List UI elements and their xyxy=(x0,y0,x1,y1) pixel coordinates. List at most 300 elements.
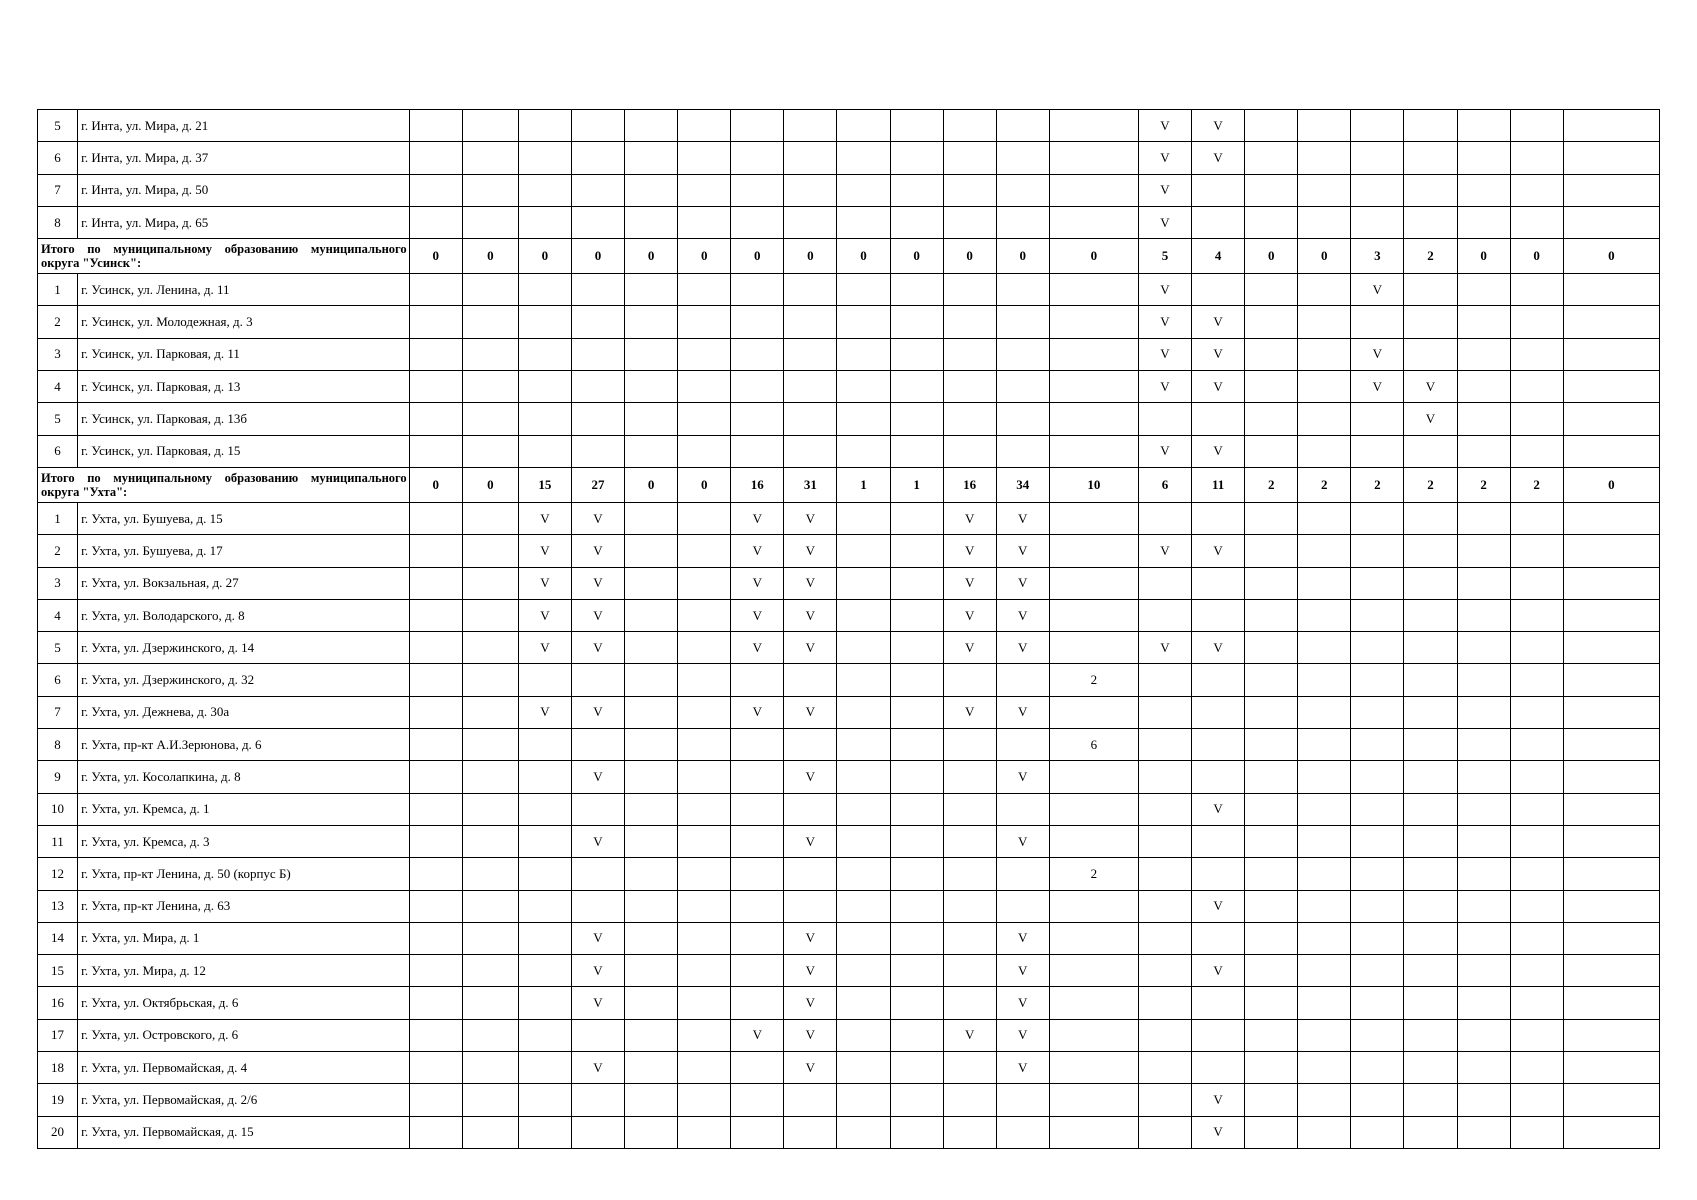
total-cell: 1 xyxy=(890,467,943,502)
mark-cell xyxy=(837,567,890,599)
total-cell: 0 xyxy=(678,239,731,274)
table-row xyxy=(38,174,1660,206)
mark-cell: V xyxy=(784,955,837,987)
mark-cell xyxy=(890,535,943,567)
table-row xyxy=(38,632,1660,664)
table-row xyxy=(38,793,1660,825)
mark-cell xyxy=(837,825,890,857)
mark-cell xyxy=(625,435,678,467)
mark-cell xyxy=(1245,858,1298,890)
mark-cell xyxy=(678,858,731,890)
mark-cell xyxy=(1192,174,1245,206)
mark-cell xyxy=(518,1052,571,1084)
mark-cell xyxy=(1298,890,1351,922)
mark-cell xyxy=(1245,110,1298,142)
mark-cell xyxy=(1510,858,1563,890)
mark-cell xyxy=(462,435,518,467)
mark-cell xyxy=(1351,567,1404,599)
mark-cell xyxy=(1298,825,1351,857)
mark-cell xyxy=(1245,987,1298,1019)
mark-cell xyxy=(784,206,837,238)
mark-cell xyxy=(409,403,462,435)
mark-cell: V xyxy=(1192,535,1245,567)
mark-cell xyxy=(784,664,837,696)
mark-cell xyxy=(409,535,462,567)
mark-cell xyxy=(1563,1019,1659,1051)
mark-cell xyxy=(890,890,943,922)
mark-cell: V xyxy=(996,761,1049,793)
mark-cell xyxy=(1192,1052,1245,1084)
mark-cell xyxy=(571,858,624,890)
table-row xyxy=(38,371,1660,403)
mark-cell: V xyxy=(996,1052,1049,1084)
mark-cell xyxy=(462,793,518,825)
mark-cell xyxy=(837,729,890,761)
mark-cell xyxy=(678,110,731,142)
mark-cell xyxy=(731,1084,784,1116)
mark-cell xyxy=(409,761,462,793)
mark-cell xyxy=(1457,922,1510,954)
mark-cell xyxy=(571,110,624,142)
mark-cell xyxy=(996,858,1049,890)
row-number: 17 xyxy=(38,1019,78,1051)
mark-cell xyxy=(996,142,1049,174)
mark-cell xyxy=(462,599,518,631)
mark-cell xyxy=(1457,371,1510,403)
mark-cell xyxy=(1298,664,1351,696)
mark-cell xyxy=(1404,761,1457,793)
table-row xyxy=(38,110,1660,142)
mark-cell: V xyxy=(731,567,784,599)
mark-cell xyxy=(1457,110,1510,142)
mark-cell xyxy=(462,1084,518,1116)
row-number: 9 xyxy=(38,761,78,793)
mark-cell xyxy=(943,142,996,174)
mark-cell xyxy=(1049,142,1138,174)
mark-cell xyxy=(462,955,518,987)
mark-cell xyxy=(1245,535,1298,567)
mark-cell: V xyxy=(1192,110,1245,142)
mark-cell xyxy=(625,274,678,306)
mark-cell xyxy=(1404,599,1457,631)
mark-cell: V xyxy=(571,1052,624,1084)
mark-cell xyxy=(678,696,731,728)
mark-cell xyxy=(1351,1019,1404,1051)
mark-cell xyxy=(784,890,837,922)
mark-cell xyxy=(1245,403,1298,435)
mark-cell xyxy=(1138,858,1191,890)
total-cell: 0 xyxy=(1245,239,1298,274)
total-cell: 0 xyxy=(731,239,784,274)
mark-cell xyxy=(1138,922,1191,954)
mark-cell xyxy=(1510,1019,1563,1051)
mark-cell xyxy=(409,632,462,664)
mark-cell xyxy=(678,729,731,761)
mark-cell xyxy=(1192,664,1245,696)
mark-cell xyxy=(409,174,462,206)
mark-cell xyxy=(1563,403,1659,435)
mark-cell xyxy=(837,1084,890,1116)
mark-cell xyxy=(1245,1052,1298,1084)
mark-cell xyxy=(678,1052,731,1084)
address-cell: г. Ухта, ул. Дзержинского, д. 32 xyxy=(78,664,410,696)
table-row xyxy=(38,403,1660,435)
mark-cell: V xyxy=(784,567,837,599)
mark-cell xyxy=(731,338,784,370)
mark-cell xyxy=(1298,1116,1351,1148)
row-number: 6 xyxy=(38,664,78,696)
mark-cell xyxy=(943,890,996,922)
mark-cell xyxy=(518,729,571,761)
mark-cell xyxy=(1298,535,1351,567)
mark-cell xyxy=(571,338,624,370)
mark-cell xyxy=(409,371,462,403)
mark-cell xyxy=(996,206,1049,238)
mark-cell xyxy=(518,403,571,435)
mark-cell xyxy=(1245,825,1298,857)
mark-cell xyxy=(625,174,678,206)
mark-cell: V xyxy=(996,1019,1049,1051)
mark-cell xyxy=(409,729,462,761)
mark-cell xyxy=(625,567,678,599)
mark-cell xyxy=(409,922,462,954)
mark-cell xyxy=(678,142,731,174)
mark-cell xyxy=(731,955,784,987)
mark-cell xyxy=(1510,274,1563,306)
mark-cell xyxy=(625,142,678,174)
table-row xyxy=(38,1019,1660,1051)
mark-cell xyxy=(462,338,518,370)
mark-cell xyxy=(409,435,462,467)
mark-cell xyxy=(837,206,890,238)
total-cell: 31 xyxy=(784,467,837,502)
mark-cell xyxy=(571,1084,624,1116)
mark-cell xyxy=(1192,274,1245,306)
mark-cell xyxy=(1563,761,1659,793)
mark-cell xyxy=(1138,761,1191,793)
mark-cell xyxy=(1404,729,1457,761)
mark-cell xyxy=(943,955,996,987)
total-cell: 0 xyxy=(462,239,518,274)
mark-cell xyxy=(409,1019,462,1051)
mark-cell xyxy=(625,110,678,142)
mark-cell xyxy=(1404,1084,1457,1116)
mark-cell: V xyxy=(518,567,571,599)
mark-cell xyxy=(518,955,571,987)
mark-cell: V xyxy=(731,502,784,534)
mark-cell xyxy=(1245,599,1298,631)
mark-cell xyxy=(1351,858,1404,890)
mark-cell xyxy=(890,403,943,435)
mark-cell xyxy=(784,306,837,338)
mark-cell xyxy=(784,1084,837,1116)
mark-cell xyxy=(996,890,1049,922)
address-cell: г. Инта, ул. Мира, д. 37 xyxy=(78,142,410,174)
mark-cell xyxy=(1138,599,1191,631)
mark-cell xyxy=(731,890,784,922)
mark-cell xyxy=(518,110,571,142)
row-number: 7 xyxy=(38,696,78,728)
mark-cell: V xyxy=(571,502,624,534)
mark-cell xyxy=(1245,793,1298,825)
mark-cell xyxy=(837,274,890,306)
mark-cell: V xyxy=(1404,371,1457,403)
mark-cell xyxy=(1457,338,1510,370)
mark-cell xyxy=(678,403,731,435)
address-cell: г. Инта, ул. Мира, д. 65 xyxy=(78,206,410,238)
mark-cell xyxy=(625,403,678,435)
mark-cell: V xyxy=(731,535,784,567)
mark-cell: V xyxy=(571,567,624,599)
mark-cell xyxy=(1192,825,1245,857)
row-number: 10 xyxy=(38,793,78,825)
mark-cell xyxy=(1457,502,1510,534)
mark-cell xyxy=(462,403,518,435)
mark-cell xyxy=(996,1084,1049,1116)
mark-cell xyxy=(571,1019,624,1051)
mark-cell xyxy=(1457,825,1510,857)
mark-cell xyxy=(996,338,1049,370)
mark-cell xyxy=(625,729,678,761)
mark-cell xyxy=(1049,502,1138,534)
mark-cell xyxy=(1563,142,1659,174)
mark-cell xyxy=(731,110,784,142)
mark-cell xyxy=(1298,274,1351,306)
mark-cell: V xyxy=(1138,110,1191,142)
mark-cell xyxy=(1510,403,1563,435)
mark-cell xyxy=(1298,729,1351,761)
mark-cell xyxy=(1457,306,1510,338)
mark-cell xyxy=(784,142,837,174)
mark-cell xyxy=(625,1084,678,1116)
mark-cell xyxy=(837,338,890,370)
row-number: 11 xyxy=(38,825,78,857)
mark-cell xyxy=(731,793,784,825)
mark-cell xyxy=(731,371,784,403)
mark-cell xyxy=(1510,890,1563,922)
mark-cell xyxy=(731,1116,784,1148)
address-cell: г. Усинск, ул. Ленина, д. 11 xyxy=(78,274,410,306)
mark-cell xyxy=(1510,567,1563,599)
mark-cell xyxy=(1049,371,1138,403)
total-row xyxy=(38,467,1660,502)
mark-cell xyxy=(462,567,518,599)
mark-cell xyxy=(462,142,518,174)
mark-cell xyxy=(1510,696,1563,728)
mark-cell xyxy=(571,403,624,435)
address-cell: г. Ухта, ул. Вокзальная, д. 27 xyxy=(78,567,410,599)
mark-cell xyxy=(625,1116,678,1148)
mark-cell xyxy=(462,274,518,306)
mark-cell xyxy=(1298,858,1351,890)
mark-cell xyxy=(784,274,837,306)
mark-cell xyxy=(837,955,890,987)
mark-cell xyxy=(1245,174,1298,206)
mark-cell xyxy=(1563,825,1659,857)
mark-cell xyxy=(784,174,837,206)
mark-cell: V xyxy=(571,955,624,987)
mark-cell xyxy=(1245,696,1298,728)
mark-cell xyxy=(1298,110,1351,142)
mark-cell xyxy=(409,890,462,922)
mark-cell xyxy=(1049,110,1138,142)
mark-cell xyxy=(1457,435,1510,467)
mark-cell xyxy=(1049,632,1138,664)
total-cell: 2 xyxy=(1457,467,1510,502)
mark-cell xyxy=(571,890,624,922)
mark-cell xyxy=(731,1052,784,1084)
mark-cell xyxy=(1245,502,1298,534)
mark-cell xyxy=(1563,987,1659,1019)
mark-cell xyxy=(731,761,784,793)
mark-cell xyxy=(1404,632,1457,664)
table-row xyxy=(38,502,1660,534)
mark-cell xyxy=(943,338,996,370)
mark-cell xyxy=(1563,1116,1659,1148)
mark-cell: 2 xyxy=(1049,858,1138,890)
mark-cell xyxy=(462,306,518,338)
mark-cell: 2 xyxy=(1049,664,1138,696)
mark-cell xyxy=(890,110,943,142)
mark-cell xyxy=(1510,955,1563,987)
mark-cell xyxy=(1404,274,1457,306)
mark-cell xyxy=(1351,206,1404,238)
mark-cell xyxy=(409,793,462,825)
table-row xyxy=(38,664,1660,696)
mark-cell xyxy=(1245,632,1298,664)
mark-cell xyxy=(890,729,943,761)
mark-cell xyxy=(837,793,890,825)
mark-cell: V xyxy=(731,632,784,664)
mark-cell xyxy=(678,632,731,664)
mark-cell: V xyxy=(943,567,996,599)
mark-cell xyxy=(625,306,678,338)
row-number: 13 xyxy=(38,890,78,922)
row-number: 12 xyxy=(38,858,78,890)
mark-cell xyxy=(1049,761,1138,793)
mark-cell xyxy=(1563,502,1659,534)
total-cell: 34 xyxy=(996,467,1049,502)
address-cell: г. Ухта, ул. Бушуева, д. 15 xyxy=(78,502,410,534)
table-row xyxy=(38,1052,1660,1084)
row-number: 5 xyxy=(38,632,78,664)
mark-cell: V xyxy=(784,599,837,631)
mark-cell xyxy=(625,890,678,922)
mark-cell xyxy=(837,1116,890,1148)
total-cell: 0 xyxy=(625,467,678,502)
mark-cell xyxy=(1192,567,1245,599)
mark-cell xyxy=(409,599,462,631)
mark-cell xyxy=(837,142,890,174)
total-cell: 2 xyxy=(1404,467,1457,502)
total-cell: 0 xyxy=(1510,239,1563,274)
mark-cell xyxy=(678,435,731,467)
mark-cell xyxy=(409,206,462,238)
mark-cell xyxy=(784,793,837,825)
mark-cell xyxy=(1457,729,1510,761)
mark-cell xyxy=(890,142,943,174)
mark-cell xyxy=(943,987,996,1019)
mark-cell xyxy=(1298,955,1351,987)
total-cell: 0 xyxy=(571,239,624,274)
table-row xyxy=(38,274,1660,306)
mark-cell xyxy=(1351,306,1404,338)
mark-cell xyxy=(1351,890,1404,922)
mark-cell xyxy=(1192,599,1245,631)
mark-cell xyxy=(731,174,784,206)
address-cell: г. Ухта, ул. Косолапкина, д. 8 xyxy=(78,761,410,793)
mark-cell xyxy=(625,535,678,567)
mark-cell xyxy=(1192,206,1245,238)
mark-cell xyxy=(1351,1084,1404,1116)
mark-cell xyxy=(678,955,731,987)
mark-cell xyxy=(1192,922,1245,954)
mark-cell xyxy=(731,664,784,696)
mark-cell: V xyxy=(996,955,1049,987)
mark-cell xyxy=(678,922,731,954)
mark-cell xyxy=(1049,825,1138,857)
mark-cell xyxy=(1510,793,1563,825)
row-number: 16 xyxy=(38,987,78,1019)
mark-cell xyxy=(1138,403,1191,435)
mark-cell xyxy=(625,696,678,728)
mark-cell xyxy=(1298,1019,1351,1051)
address-cell: г. Ухта, ул. Первомайская, д. 15 xyxy=(78,1116,410,1148)
mark-cell xyxy=(1298,1084,1351,1116)
mark-cell: V xyxy=(518,502,571,534)
mark-cell xyxy=(1049,1116,1138,1148)
table-row xyxy=(38,890,1660,922)
mark-cell xyxy=(1563,371,1659,403)
mark-cell xyxy=(1563,567,1659,599)
mark-cell xyxy=(409,987,462,1019)
mark-cell xyxy=(462,371,518,403)
address-cell: г. Ухта, ул. Октябрьская, д. 6 xyxy=(78,987,410,1019)
mark-cell xyxy=(571,435,624,467)
mark-cell xyxy=(1245,567,1298,599)
row-number: 5 xyxy=(38,110,78,142)
table-row xyxy=(38,696,1660,728)
mark-cell xyxy=(518,761,571,793)
mark-cell xyxy=(1351,1116,1404,1148)
mark-cell xyxy=(1049,274,1138,306)
mark-cell xyxy=(625,793,678,825)
row-number: 18 xyxy=(38,1052,78,1084)
mark-cell xyxy=(784,403,837,435)
mark-cell xyxy=(731,306,784,338)
mark-cell xyxy=(837,1052,890,1084)
mark-cell xyxy=(943,1116,996,1148)
mark-cell: V xyxy=(1138,338,1191,370)
mark-cell xyxy=(571,793,624,825)
mark-cell xyxy=(1510,206,1563,238)
mark-cell xyxy=(784,729,837,761)
mark-cell xyxy=(1510,338,1563,370)
mark-cell xyxy=(943,110,996,142)
mark-cell: V xyxy=(784,1019,837,1051)
mark-cell xyxy=(518,371,571,403)
mark-cell xyxy=(625,761,678,793)
mark-cell xyxy=(1563,793,1659,825)
mark-cell: V xyxy=(943,1019,996,1051)
mark-cell: V xyxy=(731,1019,784,1051)
table-row xyxy=(38,955,1660,987)
mark-cell xyxy=(409,696,462,728)
mark-cell: V xyxy=(518,696,571,728)
mark-cell xyxy=(1457,535,1510,567)
mark-cell xyxy=(1563,955,1659,987)
mark-cell xyxy=(1049,955,1138,987)
